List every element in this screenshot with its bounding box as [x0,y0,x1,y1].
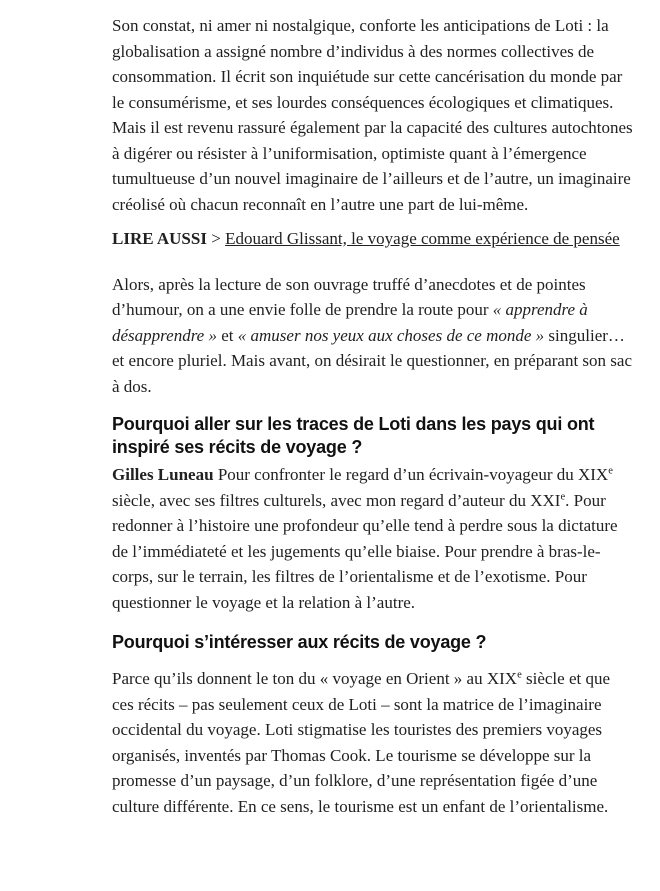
interview-answer-2: Parce qu’ils donnent le ton du « voyage en Orient » au XIXe siècle et que ces récits – pas seulement ceux de Loti – sont la matrice de l’imaginaire occidental du voyage. Loti stigmatise les touristes des premiers voyages organisés, inventés par Thomas Cook. Le tourisme se développe sur la promesse d’un paysage, d’un folklore, d’une représentation figée d’une culture différente. En ce sens, le tourisme est un enfant de l’orientalisme. [112,669,611,816]
read-also-link[interactable]: Edouard Glissant, le voyage comme expérience de pensée [225,229,620,248]
transition-paragraph: Alors, après la lecture de son ouvrage truffé d’anecdotes et de pointes d’humour, on a une envie folle de prendre la route pour « apprendre à désapprendre » et « amuser nos yeux aux choses de ce monde » singulier… et encore pluriel. Mais avant, on désirait le questionner, en préparant son sac à dos. [112,274,632,396]
intro-paragraph: Son constat, ni amer ni nostalgique, conforte les anticipations de Loti : la globalisation a assigné nombre d’individus à des normes collectives de consommation. Il écrit son inquiétude sur cette cancérisation du monde par le consumérisme, et ses lourdes conséquences écologiques et climatiques. Mais il est revenu rassuré également par la capacité des cultures autochtones à digérer ou résister à l’uniformisation, optimiste quant à l’émergence tumultueuse d’un nouvel imaginaire de l’ailleurs et de l’autre, un imaginaire créolisé où chacun reconnaît en l’autre une part de lui-même. [112,16,633,214]
interview-question-2: Pourquoi s’intéresser aux récits de voyage ? [112,632,487,652]
interview-answer-1: Gilles Luneau Pour confronter le regard d’un écrivain-voyageur du XIXe siècle, avec ses filtres culturels, avec mon regard d’auteur du XXIe. Pour redonner à l’histoire une profondeur qu’elle tend à perdre sous la dictature de l’immédiateté et les jugements qu’elle biaise. Pour prendre à bras-le-corps, sur le terrain, les filtres de l’orientalisme et de l’exotisme. Pour questionner le voyage et la relation à l’autre. [112,465,618,612]
read-also-block [112,226,634,252]
read-also-label: LIRE AUSSI [112,229,207,248]
interview-question-1: Pourquoi aller sur les traces de Loti dans les pays qui ont inspiré ses récits de voyage ? [112,414,595,457]
arrow-separator-icon: > [211,229,221,248]
